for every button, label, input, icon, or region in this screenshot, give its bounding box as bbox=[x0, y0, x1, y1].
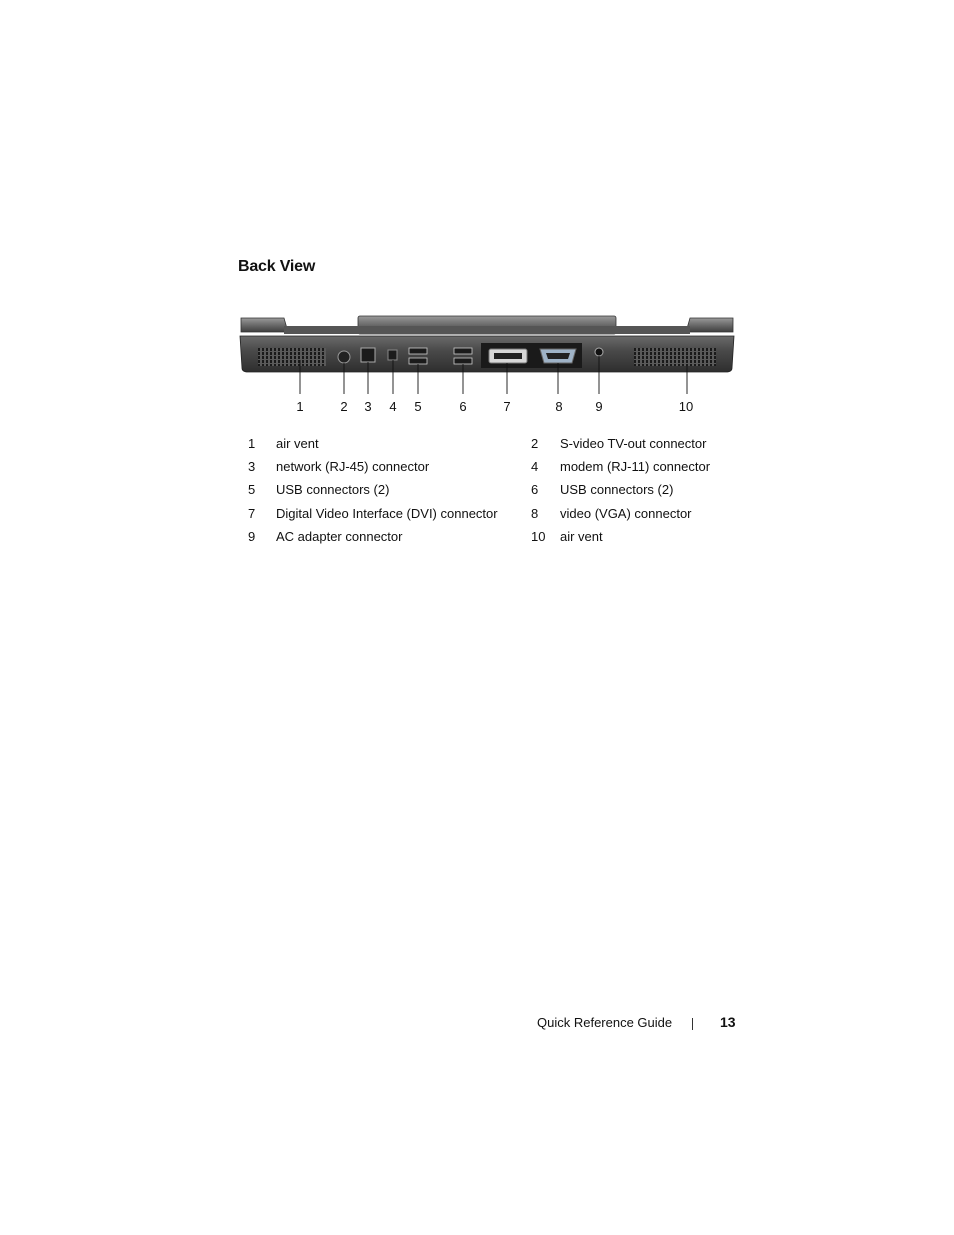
legend-row bbox=[238, 506, 738, 524]
callout-10: 10 bbox=[678, 399, 694, 414]
callout-8: 8 bbox=[555, 399, 563, 414]
legend-description: network (RJ-45) connector bbox=[276, 459, 430, 474]
legend-number: 8 bbox=[531, 506, 539, 521]
legend-number: 4 bbox=[531, 459, 539, 474]
legend-number: 1 bbox=[248, 436, 256, 451]
callout-5: 5 bbox=[414, 399, 422, 414]
legend-row bbox=[238, 529, 738, 547]
laptop-back-view-illustration bbox=[238, 312, 738, 422]
legend-description: S-video TV-out connector bbox=[560, 436, 707, 451]
legend-description: USB connectors (2) bbox=[276, 482, 390, 497]
legend-number: 6 bbox=[531, 482, 539, 497]
legend-number: 9 bbox=[248, 529, 256, 544]
legend-description: video (VGA) connector bbox=[560, 506, 692, 521]
legend-number: 5 bbox=[248, 482, 256, 497]
footer-separator bbox=[692, 1018, 693, 1030]
legend-number: 3 bbox=[248, 459, 256, 474]
legend-description: USB connectors (2) bbox=[560, 482, 674, 497]
footer-document-title: Quick Reference Guide bbox=[537, 1015, 673, 1030]
callout-4: 4 bbox=[389, 399, 397, 414]
callout-2: 2 bbox=[340, 399, 348, 414]
callout-3: 3 bbox=[364, 399, 372, 414]
laptop-back-illustration bbox=[238, 312, 738, 394]
legend-row bbox=[238, 436, 738, 454]
callout-6: 6 bbox=[459, 399, 467, 414]
callout-9: 9 bbox=[595, 399, 603, 414]
callout-1: 1 bbox=[296, 399, 304, 414]
legend-description: modem (RJ-11) connector bbox=[560, 459, 711, 474]
legend-number: 10 bbox=[531, 529, 546, 544]
legend-number: 2 bbox=[531, 436, 539, 451]
footer-page-number: 13 bbox=[720, 1014, 736, 1030]
callout-7: 7 bbox=[503, 399, 511, 414]
legend-row bbox=[238, 482, 738, 500]
legend-row bbox=[238, 459, 738, 477]
section-heading: Back View bbox=[238, 258, 316, 275]
legend-description: Digital Video Interface (DVI) connector bbox=[276, 506, 498, 521]
legend-description: air vent bbox=[276, 436, 319, 451]
legend-number: 7 bbox=[248, 506, 256, 521]
legend-description: AC adapter connector bbox=[276, 529, 403, 544]
legend-description: air vent bbox=[560, 529, 603, 544]
